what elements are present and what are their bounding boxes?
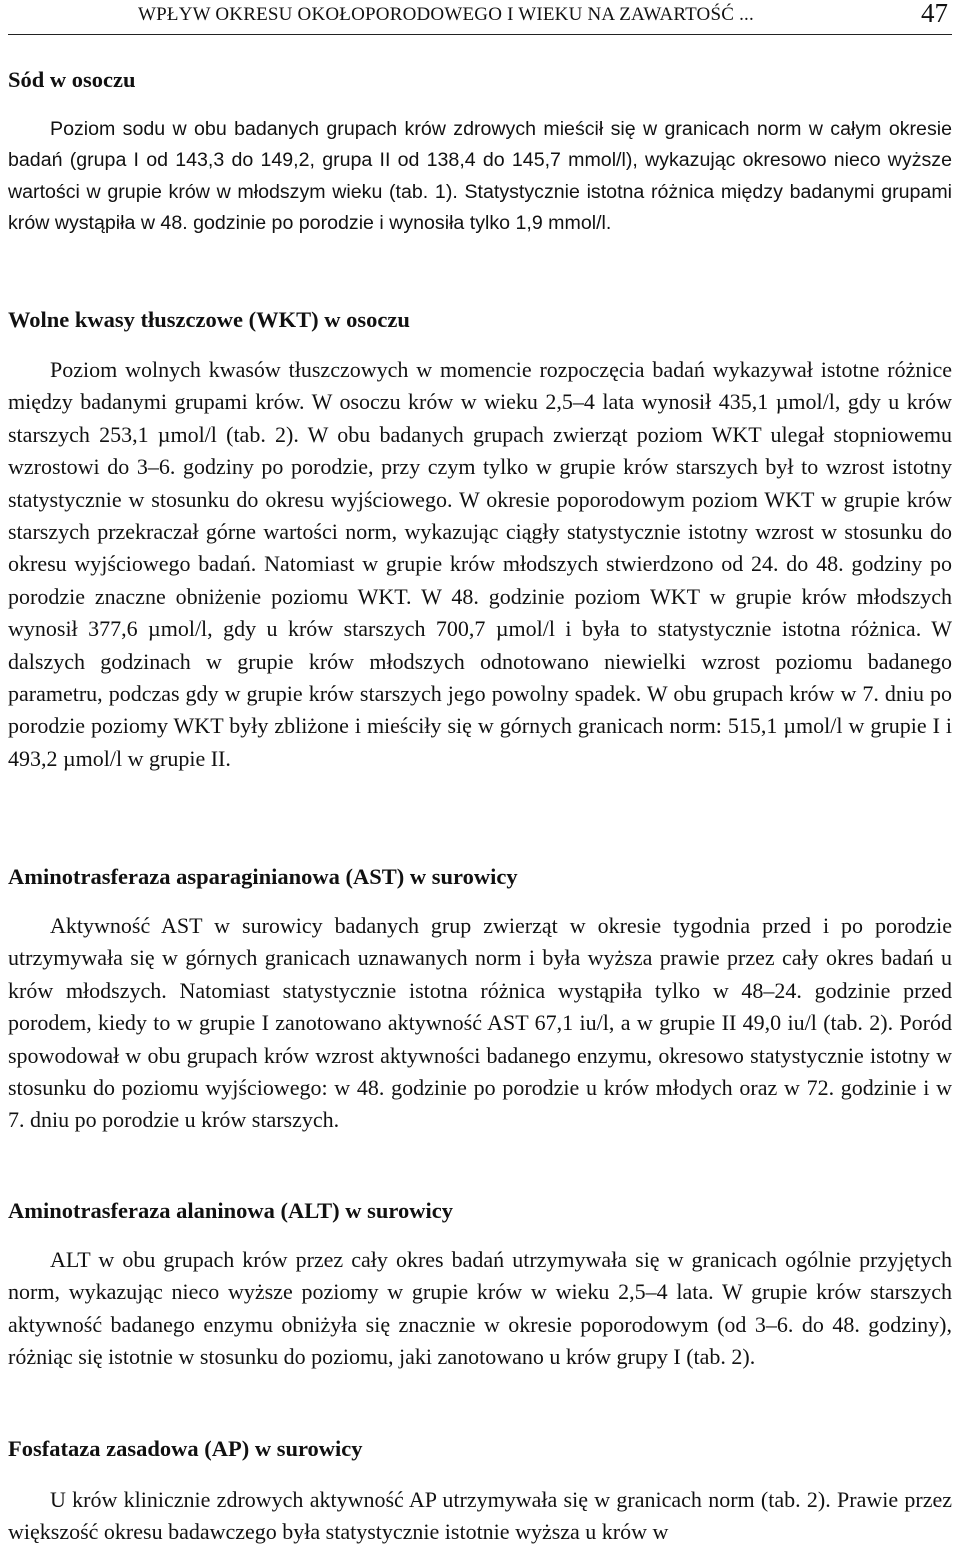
section-paragraph-wkt <box>8 354 952 775</box>
paragraph-text: Poziom wolnych kwasów tłuszczowych w momencie rozpoczęcia badań wykazywał istotne różnice między badanymi grupami krów. W osoczu krów w wieku 2,5–4 lata wynosił 435,1 µmol/l, gdy u krów starszych 253,1 µmol/l (tab. 2). W obu badanych grupach zwierząt poziom WKT ulegał stopniowemu wzrostowi do 3–6. godziny po porodzie, przy czym tylko w grupie krów starszych był to wzrost istotny statystycznie w stosunku do okresu wyjściowego. W okresie poporodowym poziom WKT w grupie krów starszych przekraczał górne wartości norm, wykazując ciągły statystycznie istotny wzrost w stosunku do okresu wyjściowego badań. Natomiast w grupie krów młodszych stwierdzono od 24. do 48. godziny po porodzie znaczne obniżenie poziomu WKT. W 48. godzinie poziom WKT w grupie krów młodszych wynosił 377,6 µmol/l, gdy u krów starszych 700,7 µmol/l i była to statystycznie istotna różnica. W dalszych godzinach w grupie krów młodszych odnotowano niewielki wzrost poziomu badanego parametru, podczas gdy w grupie krów starszych jego powolny spadek. W obu grupach krów w 7. dniu po porodzie poziomy WKT były zbliżone i mieściły się w górnych granicach norm: 515,1 µmol/l w grupie I i 493,2 µmol/l w grupie II. <box>8 357 952 771</box>
section-paragraph-alt <box>8 1244 952 1374</box>
paragraph-text: Aktywność AST w surowicy badanych grup zwierząt w okresie tygodnia przed i po porodzie utrzymywała się w górnych granicach uznawanych norm i była wyższa prawie przez cały okres badań u krów młodszych. Natomiast statystycznie istotna różnica wystąpiła tylko w 48–24. godzinie przed porodem, kiedy to w grupie I zanotowano aktywność AST 67,1 iu/l, a w grupie II 49,0 iu/l (tab. 2). Poród spowodował w obu grupach krów wzrost aktywności badanego enzymu, okresowo statystycznie istotny w stosunku do poziomu wyjściowego: w 48. godzinie po porodzie u krów młodych oraz w 72. godzinie i w 7. dniu po porodzie u krów starszych. <box>8 913 952 1133</box>
section-paragraph-sodium <box>8 114 952 239</box>
page-number: 47 <box>921 0 948 28</box>
running-title: WPŁYW OKRESU OKOŁOPORODOWEGO I WIEKU NA ZAWARTOŚĆ ... <box>138 4 754 25</box>
section-paragraph-ast <box>8 910 952 1137</box>
section-heading-alt: Aminotrasferaza alaninowa (ALT) w surowicy <box>8 1198 453 1223</box>
section-heading-ast: Aminotrasferaza asparaginianowa (AST) w surowicy <box>8 864 518 889</box>
section-paragraph-ap <box>8 1484 952 1549</box>
running-header <box>8 0 952 35</box>
section-heading-wkt: Wolne kwasy tłuszczowe (WKT) w osoczu <box>8 307 410 332</box>
paragraph-text: Poziom sodu w obu badanych grupach krów zdrowych mieścił się w granicach norm w całym okresie badań (grupa I od 143,3 do 149,2, grupa II od 138,4 do 145,7 mmol/l), wykazując okresowo nieco wyższe wartości w grupie krów w młodszym wieku (tab. 1). Statystycznie istotna różnica między badanymi grupami krów wystąpiła w 48. godzinie po porodzie i wynosiła tylko 1,9 mmol/l. <box>8 118 952 234</box>
paragraph-text: ALT w obu grupach krów przez cały okres badań utrzymywała się w granicach ogólnie przyjętych norm, wykazując nieco wyższe poziomy w grupie krów w wieku 2,5–4 lata. W grupie krów starszych aktywność badanego enzymu obniżyła się znacznie w okresie poporodowym (od 3–6. do 48. godziny), różniąc się istotnie w stosunku do poziomu, jaki zanotowano u krów grupy I (tab. 2). <box>8 1247 952 1370</box>
section-heading-ap: Fosfataza zasadowa (AP) w surowicy <box>8 1436 363 1461</box>
section-heading-sodium: Sód w osoczu <box>8 67 136 92</box>
paragraph-text: U krów klinicznie zdrowych aktywność AP utrzymywała się w granicach norm (tab. 2). Prawie przez większość okresu badawczego była statystycznie istotnie wyższa u krów w <box>8 1487 952 1545</box>
